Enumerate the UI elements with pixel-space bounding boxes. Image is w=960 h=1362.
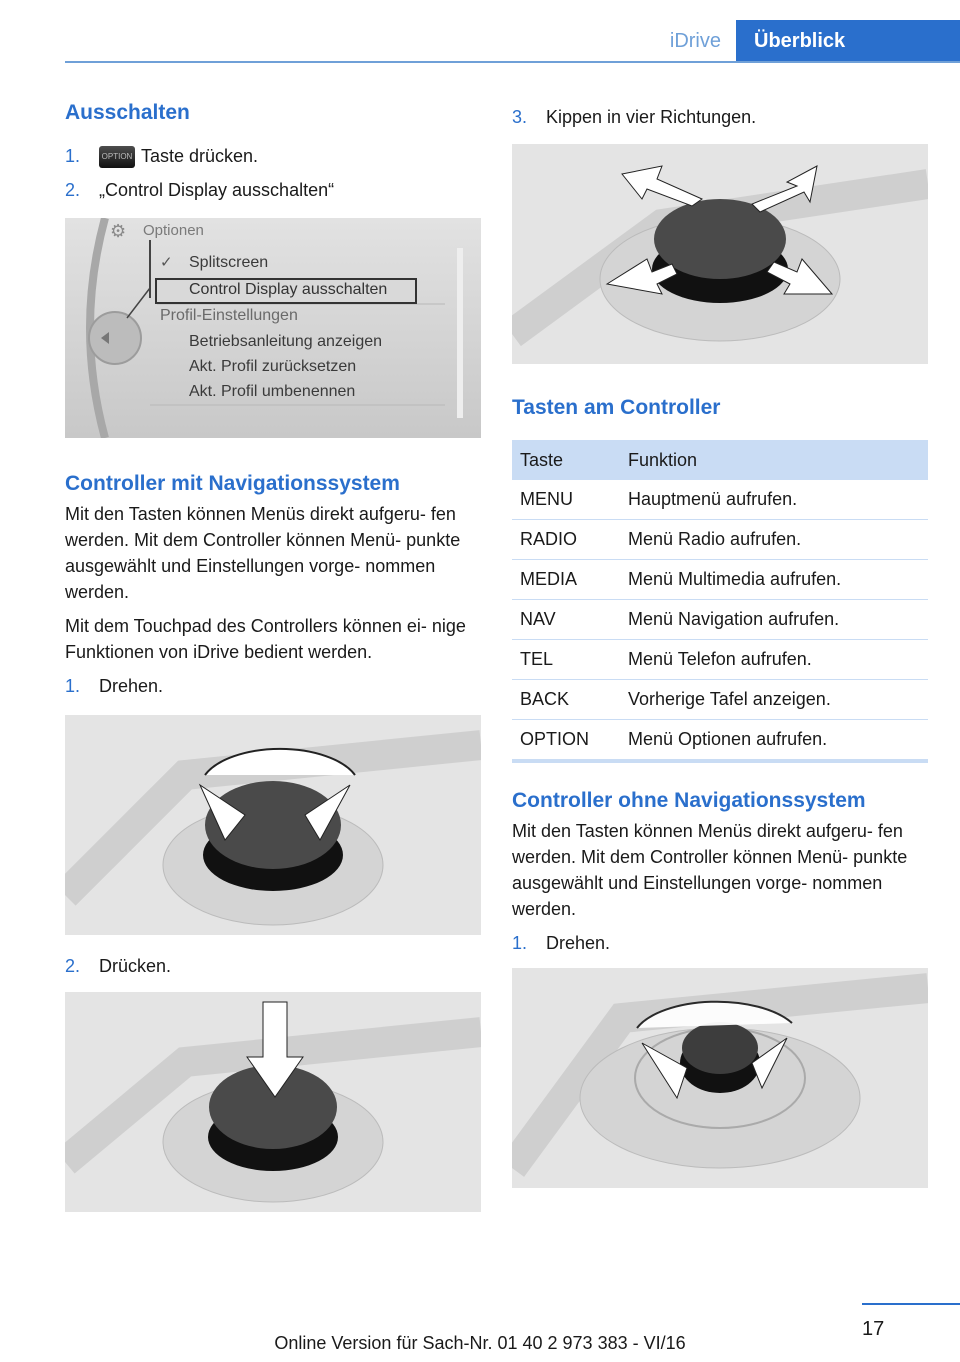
table-cell: Menü Telefon aufrufen. bbox=[620, 640, 928, 680]
table-cell: Menü Radio aufrufen. bbox=[620, 520, 928, 560]
screen-title: Optionen bbox=[143, 222, 204, 239]
heading-controller-nav: Controller mit Navigationssystem bbox=[65, 472, 400, 495]
right-column bbox=[512, 104, 928, 1188]
table-cell: Hauptmenü aufrufen. bbox=[620, 480, 928, 520]
table-row bbox=[512, 680, 928, 720]
list-item bbox=[512, 930, 928, 956]
table-row bbox=[512, 480, 928, 520]
list-number: 3. bbox=[512, 107, 528, 127]
list-text: Drehen. bbox=[99, 676, 164, 696]
controller-press-image bbox=[65, 992, 481, 1212]
heading-ausschalten: Ausschalten bbox=[65, 101, 190, 124]
controller-rotate-image bbox=[65, 715, 481, 935]
list-text: „Control Display ausschalten“ bbox=[99, 180, 335, 200]
list-item bbox=[65, 953, 481, 979]
controller-press-graphic bbox=[65, 992, 481, 1212]
table-cell: Menü Multimedia aufrufen. bbox=[620, 560, 928, 600]
table-cell: Menü Navigation aufrufen. bbox=[620, 600, 928, 640]
check-icon: ✓ bbox=[160, 254, 173, 271]
table-cell: MEDIA bbox=[512, 560, 620, 600]
table-cell: TEL bbox=[512, 640, 620, 680]
gear-icon: ⚙ bbox=[110, 221, 127, 241]
table-header-cell: Taste bbox=[512, 440, 620, 480]
list-number: 1. bbox=[65, 676, 81, 696]
controller-rotate-no-nav-image bbox=[512, 968, 928, 1188]
list-item bbox=[65, 177, 481, 203]
table-row bbox=[512, 600, 928, 640]
menu-item-manual: Betriebsanleitung anzeigen bbox=[189, 333, 383, 350]
menu-item-profile-settings: Profil-Einstellungen bbox=[160, 307, 298, 324]
list-number: 1. bbox=[512, 933, 528, 953]
list-number: 2. bbox=[65, 180, 81, 200]
option-button-icon: OPTION bbox=[99, 146, 135, 168]
list-item bbox=[65, 673, 481, 699]
keys-table bbox=[512, 440, 928, 759]
table-row bbox=[512, 640, 928, 680]
list-item bbox=[512, 104, 928, 130]
table-cell: RADIO bbox=[512, 520, 620, 560]
control-display-screenshot bbox=[65, 218, 481, 438]
controller-tilt-image bbox=[512, 144, 928, 364]
paragraph: Mit den Tasten können Menüs direkt aufgeru‐ fen werden. Mit dem Controller können Menü‐ punkte ausgewählt und Einstellungen vorge‐ nommen werden. bbox=[65, 504, 461, 602]
controller-rotate-no-nav-graphic bbox=[512, 968, 928, 1188]
list-number: 1. bbox=[65, 146, 81, 166]
table-row bbox=[512, 560, 928, 600]
footer-version-text: Online Version für Sach-Nr. 01 40 2 973 383 - VI/16 bbox=[274, 1333, 686, 1353]
table-cell: Vorherige Tafel anzeigen. bbox=[620, 680, 928, 720]
menu-item-reset-profile: Akt. Profil zurücksetzen bbox=[189, 358, 357, 375]
list-text: Drehen. bbox=[546, 933, 611, 953]
controller-tilt-graphic bbox=[512, 144, 928, 364]
display-frame-graphic bbox=[65, 218, 481, 438]
heading-controller-no-nav: Controller ohne Navigationssystem bbox=[512, 789, 866, 812]
list-text: Kippen in vier Richtungen. bbox=[546, 107, 757, 127]
table-cell: MENU bbox=[512, 480, 620, 520]
menu-item-label: Control Display ausschalten bbox=[189, 281, 388, 298]
header-rule bbox=[65, 61, 960, 63]
table-cell: OPTION bbox=[520, 729, 590, 749]
table-cell: BACK bbox=[512, 680, 620, 720]
table-row bbox=[512, 520, 928, 560]
header-chapter-tab: Überblick bbox=[736, 20, 960, 62]
controller-rotate-graphic bbox=[65, 715, 481, 935]
paragraph: Mit den Tasten können Menüs direkt aufgeru‐ fen werden. Mit dem Controller können Menü‐ punkte ausgewählt und Einstellungen vorge‐ nommen werden. bbox=[512, 821, 908, 919]
table-header-row bbox=[512, 440, 928, 480]
header-section-tab: iDrive bbox=[669, 30, 721, 52]
paragraph: Mit dem Touchpad des Controllers können ei‐ nige Funktionen von iDrive bedient werden. bbox=[65, 616, 466, 662]
list-item bbox=[65, 143, 481, 169]
page-number: 17 bbox=[862, 1318, 885, 1340]
table-cell: Menü Optionen aufrufen. bbox=[628, 729, 828, 749]
menu-item-control-display-off bbox=[155, 278, 417, 304]
menu-item-splitscreen: Splitscreen bbox=[189, 254, 269, 271]
table-row bbox=[512, 720, 928, 760]
left-column bbox=[65, 101, 481, 1212]
table-cell: NAV bbox=[512, 600, 620, 640]
table-header-cell: Funktion bbox=[620, 440, 928, 480]
footer-rule bbox=[862, 1303, 960, 1305]
heading-controller-keys: Tasten am Controller bbox=[512, 396, 721, 419]
list-text: Drücken. bbox=[99, 956, 172, 976]
menu-item-rename-profile: Akt. Profil umbenennen bbox=[189, 383, 356, 400]
list-number: 2. bbox=[65, 956, 81, 976]
list-text: Taste drücken. bbox=[141, 146, 259, 166]
